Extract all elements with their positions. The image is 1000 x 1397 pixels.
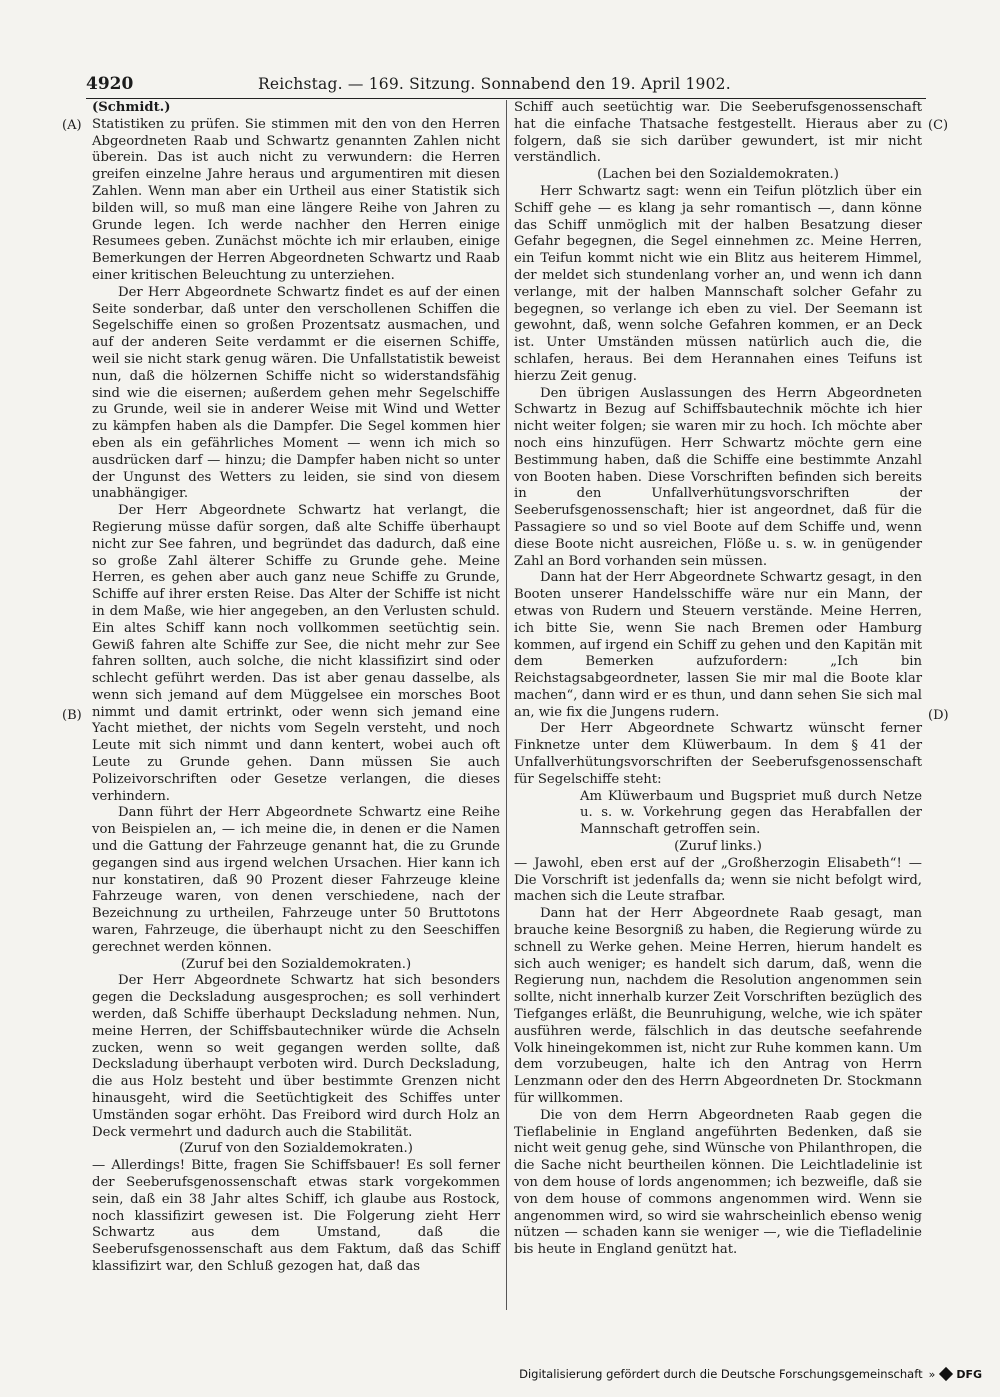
interjection: (Zuruf bei den Sozialdemokraten.) — [180, 956, 412, 972]
right-column — [514, 100, 922, 1259]
interjection: (Zuruf von den Sozialdemokraten.) — [179, 1141, 413, 1157]
quoted-regulation: Am Klüwerbaum und Bugspriet muß durch Netze u. s. w. Vorkehrung gegen das Herabfallen der Mannschaft getroffen sein. — [580, 788, 922, 838]
interjection: (Zuruf links.) — [674, 839, 762, 855]
paragraph: Der Herr Abgeordnete Schwartz wünscht ferner Finknetze unter dem Klüwerbaum. In dem § 41 der Unfallverhütungsvorschriften der Seeberufsgenossenschaft für Segelschiffe steht: — [514, 721, 922, 787]
speaker-name: (Schmidt.) — [92, 100, 171, 115]
margin-marker-d: (D) — [928, 708, 949, 723]
dfg-logo-text: DFG — [956, 1367, 982, 1381]
dfg-logo-icon — [939, 1367, 953, 1381]
digitization-footer — [519, 1367, 982, 1381]
margin-marker-c: (C) — [928, 118, 949, 133]
paragraph: Den übrigen Auslassungen des Herrn Abgeordneten Schwartz in Bezug auf Schiffsbautechnik möchte ich hier nicht weiter folgen; sie waren mir zu hoch. Ich möchte aber noch eins hinzufügen. Herr Schwartz möchte gern eine Bestimmung haben, daß die Schiffe eine bestimmte Anzahl von Booten haben. Diese Vorschriften befinden sich bereits in den Unfallverhütungsvorschriften der Seeberufsgenossenschaft; hier ist angeordnet, daß für die Passagiere so und so viel Boote auf dem Schiffe und, wenn diese Boote nicht ausreichen, Flöße u. s. w. in genügender Zahl an Bord vorhanden sein müssen. — [514, 385, 922, 569]
column-divider — [506, 100, 507, 1310]
paragraph: Der Herr Abgeordnete Schwartz findet es auf der einen Seite sonderbar, daß unter den verschollenen Schiffen die Segelschiffe einen so großen Prozentsatz ausmachen, und auf der anderen Seite verdammt er die eisernen Schiffe, weil sie nicht stark genug wären. Die Unfallstatistik beweist nun, daß die hölzernen Schiffe nicht so widerstandsfähig sind wie die eisernen; außerdem gehen mehr Segelschiffe zu Grunde, weil sie in anderer Weise mit Wind und Wetter zu kämpfen haben als die Dampfer. Die Segel kommen hier eben als ein gefährliches Moment — wenn ich mich so ausdrücken darf — hinzu; die Dampfer haben nicht so unter der Ungunst des Wetters zu leiden, sie sind von diesem unabhängiger. — [92, 284, 500, 502]
margin-marker-a: (A) — [62, 118, 82, 133]
paragraph: Dann hat der Herr Abgeordnete Schwartz gesagt, in den Booten unserer Handelsschiffe wäre nur ein Mann, der etwas von Rudern und Steuern verstände. Meine Herren, ich bitte Sie, wenn Sie nach Bremen oder Hamburg kommen, auf irgend ein Schiff zu gehen und den Kapitän mit dem Bemerken aufzufordern: „Ich bin Reichstagsabgeordneter, lassen Sie mir mal die Boote klar machen“, dann wird er es thun, und dann sehen Sie sich mal an, wie fix die Jungens rudern. — [514, 570, 923, 720]
paragraph: Schiff auch seetüchtig war. Die Seeberufsgenossenschaft hat die einfache Thatsache festgestellt. Hieraus aber zu folgern, daß sie sich darüber gewundert, ist mir nicht verständlich. — [514, 100, 922, 166]
paragraph: Herr Schwartz sagt: wenn ein Teifun plötzlich über ein Schiff gehe — es klang ja sehr romantisch —, dann könne das Schiff unmöglich mit der halben Besatzung dieser Gefahr begegnen, die Segel einnehmen zc. Meine Herren, ein Teifun kommt nicht wie ein Blitz aus heiterem Himmel, der meldet sich stundenlang vorher an, und wenn ich dann verlange, mit der halben Mannschaft solcher Gefahr zu begegnen, so verlange ich eben zu viel. Der Seemann ist gewohnt, daß, wenn solche Gefahren kommen, er an Deck ist. Unter Umständen müssen natürlich auch die, die schlafen, heraus. Bei dem Herannahen eines Teifuns ist hierzu Zeit genug. — [514, 183, 922, 384]
page-header — [86, 72, 926, 99]
paragraph: Dann hat der Herr Abgeordnete Raab gesagt, man brauche keine Besorgniß zu haben, die Regierung würde zu schnell zu Werke gehen. Meine Herren, hierum handelt es sich auch weniger; es handelt sich darum, daß, wenn die Regierung nun, nachdem die Resolution angenommen sein sollte, nicht innerhalb kurzer Zeit Vorschriften bezüglich des Tiefganges erläßt, die Beunruhigung, welche, wie ich später ausführen werde, fälschlich in das deutsche seefahrende Volk hineingekommen ist, nicht zur Ruhe kommen kann. Um dem vorzubeugen, halte ich den Antrag von Herrn Lenzmann oder den des Herrn Abgeordneten Dr. Stockmann für willkommen. — [514, 906, 922, 1107]
footer-text: Digitalisierung gefördert durch die Deutsche Forschungsgemeinschaft — [519, 1367, 923, 1381]
paragraph: Dann führt der Herr Abgeordnete Schwartz eine Reihe von Beispielen an, — ich meine die, in denen er die Namen und die Gattung der Fahrzeuge genannt hat, die zu Grunde gegangen sind aus irgend welchen Ursachen. Hier kann ich nur konstatiren, daß 90 Prozent dieser Fahrzeuge kleine Fahrzeuge waren, von denen verschiedene, nach der Bezeichnung zu urtheilen, Fahrzeuge unter 50 Bruttotons waren, Fahrzeuge, die überhaupt nicht zu den Seeschiffen gerechnet werden können. — [92, 805, 500, 955]
paragraph: Der Herr Abgeordnete Schwartz hat verlangt, die Regierung müsse dafür sorgen, daß alte Schiffe überhaupt nicht zur See fahren, und begründet das dadurch, daß eine so große Zahl älterer Schiffe zu Grunde gehe. Meine Herren, es gehen aber auch ganz neue Schiffe zu Grunde, Schiffe auf ihrer ersten Reise. Das Alter der Schiffe ist nicht in dem Maße, wie hier angegeben, an den Verlusten schuld. Ein altes Schiff kann noch vollkommen seetüchtig sein. Gewiß fahren alte Schiffe zur See, die nicht mehr zur See fahren sollten, auch solche, die nicht klassifizirt sind oder schlecht geführt werden. Das ist aber genau dasselbe, als wenn sich jemand auf dem Müggelsee ein morsches Boot nimmt und damit ertrinkt, oder wenn sich jemand eine Yacht miethet, der nichts vom Segeln versteht, und noch Leute mit sich nimmt und dann kentert, wobei auch oft Leute zu Grunde gehen. Dann müssen Sie auch Polizeivorschriften oder Gesetze verlangen, die dieses verhindern. — [92, 503, 500, 804]
footer-arrow-icon: » — [928, 1367, 936, 1381]
margin-marker-b: (B) — [62, 708, 82, 723]
page-number: 4920 — [86, 74, 134, 94]
dfg-logo — [941, 1368, 982, 1381]
paragraph: Der Herr Abgeordnete Schwartz hat sich besonders gegen die Decksladung ausgesprochen; es soll verhindert werden, daß Schiffe überhaupt Decksladung nehmen. Nun, meine Herren, der Schiffsbautechniker würde die Achseln zucken, wenn so weit gegangen werden sollte, daß Decksladung überhaupt verboten wird. Durch Decksladung, die aus Holz besteht und über bestimmte Grenzen nicht hinausgeht, wird die Seetüchtigkeit des Schiffes unter Umständen sogar erhöht. Das Freibord wird durch Holz an Deck vermehrt und dadurch auch die Stabilität. — [92, 973, 500, 1140]
running-title: Reichstag. — 169. Sitzung. Sonnabend den 19. April 1902. — [258, 75, 731, 93]
paragraph: — Jawohl, eben erst auf der „Großherzogin Elisabeth“! — Die Vorschrift ist jedenfalls da; wenn sie nicht befolgt wird, machen sich die Leute strafbar. — [514, 855, 922, 905]
interjection: (Lachen bei den Sozialdemokraten.) — [597, 167, 839, 183]
paragraph: — Allerdings! Bitte, fragen Sie Schiffsbauer! Es soll ferner der Seeberufsgenossenschaft etwas stark vorgekommen sein, daß ein 38 Jahr altes Schiff, ich glaube aus Rostock, noch klassifizirt gewesen ist. Die Folgerung zieht Herr Schwartz aus dem Umstand, daß die Seeberufsgenossenschaft aus dem Faktum, daß das Schiff klassifizirt war, den Schluß gezogen hat, daß das — [92, 1158, 500, 1274]
left-column — [92, 100, 500, 1276]
paragraph: Statistiken zu prüfen. Sie stimmen mit den von den Herren Abgeordneten Raab und Schwartz genannten Zahlen nicht überein. Das ist auch nicht zu verwundern: die Herren greifen einzelne Jahre heraus und argumentiren mit diesen Zahlen. Wenn man aber ein Urtheil aus einer Statistik sich bilden will, so muß man eine längere Reihe von Jahren zu Grunde legen. Ich werde nachher den Herren einige Resumees geben. Zunächst möchte ich mir erlauben, einige Bemerkungen der Herren Abgeordneten Schwartz und Raab einer kritischen Beleuchtung zu unterziehen. — [92, 116, 500, 283]
paragraph: Die von dem Herrn Abgeordneten Raab gegen die Tieflabelinie in England angeführten Bedenken, daß sie nicht weit genug gehe, sind Wünsche von Philanthropen, die die Sache nicht beurtheilen können. Die Leichtladelinie ist von dem house of lords angenommen; ich bezweifle, daß sie von dem house of commons angenommen wird. Wenn sie angenommen wird, so wird sie wahrscheinlich ebenso wenig nützen — schaden kann sie weniger —, wie die Tiefladelinie bis heute in England genützt hat. — [514, 1107, 922, 1258]
